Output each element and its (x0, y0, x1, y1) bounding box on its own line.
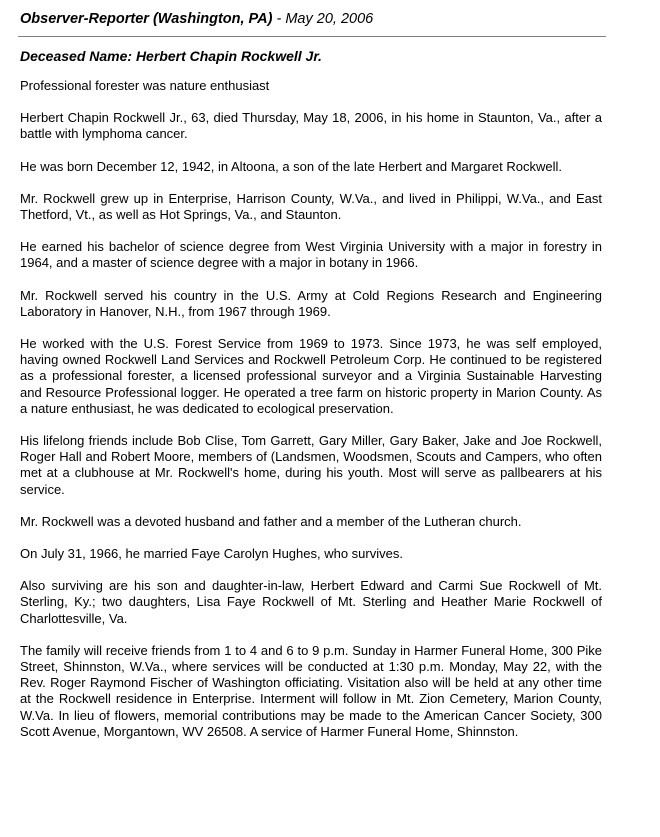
article-paragraph: He was born December 12, 1942, in Altoona, a son of the late Herbert and Margaret Rockwell. (20, 158, 562, 174)
article-paragraph: He earned his bachelor of science degree from West Virginia University with a major in forestry in 1964, and a master of science degree with a major in botany in 1966. (20, 239, 602, 271)
article-paragraph: Also surviving are his son and daughter-in-law, Herbert Edward and Carmi Sue Rockwell of Mt. Sterling, Ky.; two daughters, Lisa Faye Rockwell of Mt. Sterling and Heather Marie Rockwell of Charlottesville, Va. (20, 578, 602, 626)
article-headline: Professional forester was nature enthusiast (20, 78, 270, 93)
article-paragraph: He worked with the U.S. Forest Service from 1969 to 1973. Since 1973, he was self employed, having owned Rockwell Land Services and Rockwell Petroleum Corp. He continued to be registered as a professional forester, a licensed professional surveyor and a Virginia Sustainable Harvesting and Resource Professional logger. He operated a tree farm on historic property in Marion County. As a nature enthusiast, he was dedicated to ecological preservation. (20, 336, 602, 416)
article-paragraph: Mr. Rockwell served his country in the U.S. Army at Cold Regions Research and Engineering Laboratory in Hanover, N.H., from 1967 through 1969. (20, 287, 602, 319)
article-body (20, 78, 602, 756)
article-paragraph: The family will receive friends from 1 to 4 and 6 to 9 p.m. Sunday in Harmer Funeral Home, 300 Pike Street, Shinnston, W.Va., where services will be conducted at 1:30 p.m. Monday, May 22, with the Rev. Roger Raymond Fischer of Washington officiating. Visitation also will be held at any other time at the Rockwell residence in Enterprise. Interment will follow in Mt. Zion Cemetery, Marion County, W.Va. In lieu of flowers, memorial contributions may be made to the American Cancer Society, 300 Scott Avenue, Morgantown, WV 26508. A service of Harmer Funeral Home, Shinnston. (20, 642, 602, 739)
header-divider (18, 36, 606, 37)
publication-name: Observer-Reporter (Washington, PA) (20, 11, 273, 27)
article-paragraph: His lifelong friends include Bob Clise, Tom Garrett, Gary Miller, Gary Baker, Jake and Joe Rockwell, Roger Hall and Robert Moore, members of (Landsmen, Woodsmen, Scouts and Campers, who often met at a clubhouse at Mr. Rockwell's home, during his youth. Most will serve as pallbearers at his service. (20, 433, 602, 497)
publication-date: May 20, 2006 (285, 11, 374, 27)
header-separator: - (272, 11, 286, 27)
deceased-name: Deceased Name: Herbert Chapin Rockwell Jr. (20, 48, 322, 64)
article-paragraph: Herbert Chapin Rockwell Jr., 63, died Thursday, May 18, 2006, in his home in Staunton, Va., after a battle with lymphoma cancer. (20, 110, 602, 142)
article-paragraph: On July 31, 1966, he married Faye Carolyn Hughes, who survives. (20, 546, 403, 562)
article-paragraph: Mr. Rockwell was a devoted husband and father and a member of the Lutheran church. (20, 513, 522, 529)
publication-header (20, 10, 610, 28)
article-paragraph: Mr. Rockwell grew up in Enterprise, Harrison County, W.Va., and lived in Philippi, W.Va., and East Thetford, Vt., as well as Hot Springs, Va., and Staunton. (20, 190, 602, 223)
